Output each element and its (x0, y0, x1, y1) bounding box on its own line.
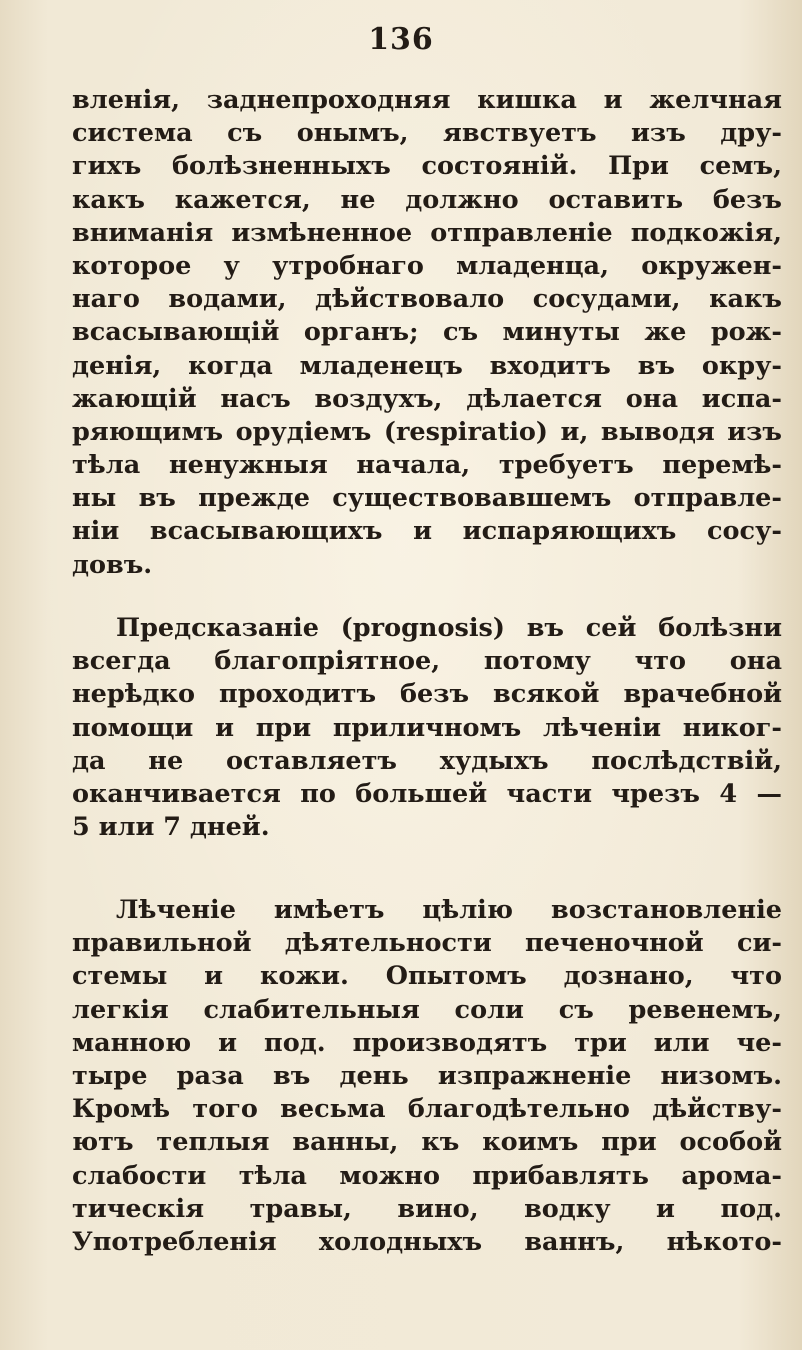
text-line: слабости тѣла можно прибавлять арома- (72, 1160, 782, 1191)
text-line: Лѣченіе имѣетъ цѣлію возстановленіе (116, 895, 782, 925)
text-line: наго водами, дѣйствовало сосудами, какъ (72, 284, 782, 315)
text-line: довъ. (72, 549, 153, 580)
text-line: тическія травы, вино, водку и под. (72, 1193, 782, 1224)
text-line: тыре раза въ день изпражненіе низомъ. (72, 1060, 782, 1091)
text-line: Употребленія холодныхъ ваннъ, нѣкото- (72, 1226, 782, 1257)
text-line: жающій насъ воздухъ, дѣлается она испа- (72, 383, 782, 414)
text-line: правильной дѣятельности печеночной си- (72, 928, 782, 959)
text-line: ніи всасывающихъ и испаряющихъ сосу- (72, 516, 782, 547)
text-line: стемы и кожи. Опытомъ дознано, что (72, 961, 782, 992)
text-line: да не оставляетъ худыхъ послѣдствій, (72, 745, 782, 776)
text-line: 5 или 7 дней. (72, 812, 270, 843)
text-line: вниманія измѣненное отправленіе подкожія, (72, 217, 782, 248)
text-line: Кромѣ того весьма благодѣтельно дѣйству- (72, 1094, 782, 1125)
text-line: тѣла ненужныя начала, требуетъ перемѣ- (72, 450, 782, 481)
text-line: ряющимъ орудіемъ (respiratio) и, выводя изъ (72, 416, 782, 447)
text-line: какъ кажется, не должно оставить безъ (72, 184, 782, 215)
text-line: манною и под. производятъ три или че- (72, 1027, 782, 1058)
text-line: денія, когда младенецъ входитъ въ окру- (72, 350, 782, 381)
text-line: оканчивается по большей части чрезъ 4 — (72, 778, 782, 809)
text-line: легкія слабительныя соли съ ревенемъ, (72, 994, 782, 1025)
text-line: Предсказаніе (prognosis) въ сей болѣзни (116, 613, 782, 643)
text-line: помощи и при приличномъ лѣченіи никог- (72, 712, 782, 743)
text-line: всасывающій органъ; съ минуты же рож- (72, 317, 782, 348)
text-line: всегда благопріятное, потому что она (72, 646, 782, 677)
text-line: вленія, заднепроходняя кишка и желчная (72, 85, 782, 115)
text-line: нерѣдко проходитъ безъ всякой врачебной (72, 679, 782, 710)
text-line: которое у утробнаго младенца, окружен- (72, 250, 782, 281)
page-number: 136 (368, 22, 434, 57)
text-line: система съ онымъ, явствуетъ изъ дру- (72, 118, 782, 149)
text-line: ютъ теплыя ванны, къ коимъ при особой (72, 1127, 782, 1158)
paragraph-3 (72, 894, 782, 1259)
text-line: ны въ прежде существовавшемъ отправле- (72, 483, 782, 514)
paragraph-1 (72, 84, 782, 582)
paragraph-2 (72, 612, 782, 844)
text-line: гихъ болѣзненныхъ состояній. При семъ, (72, 151, 782, 182)
